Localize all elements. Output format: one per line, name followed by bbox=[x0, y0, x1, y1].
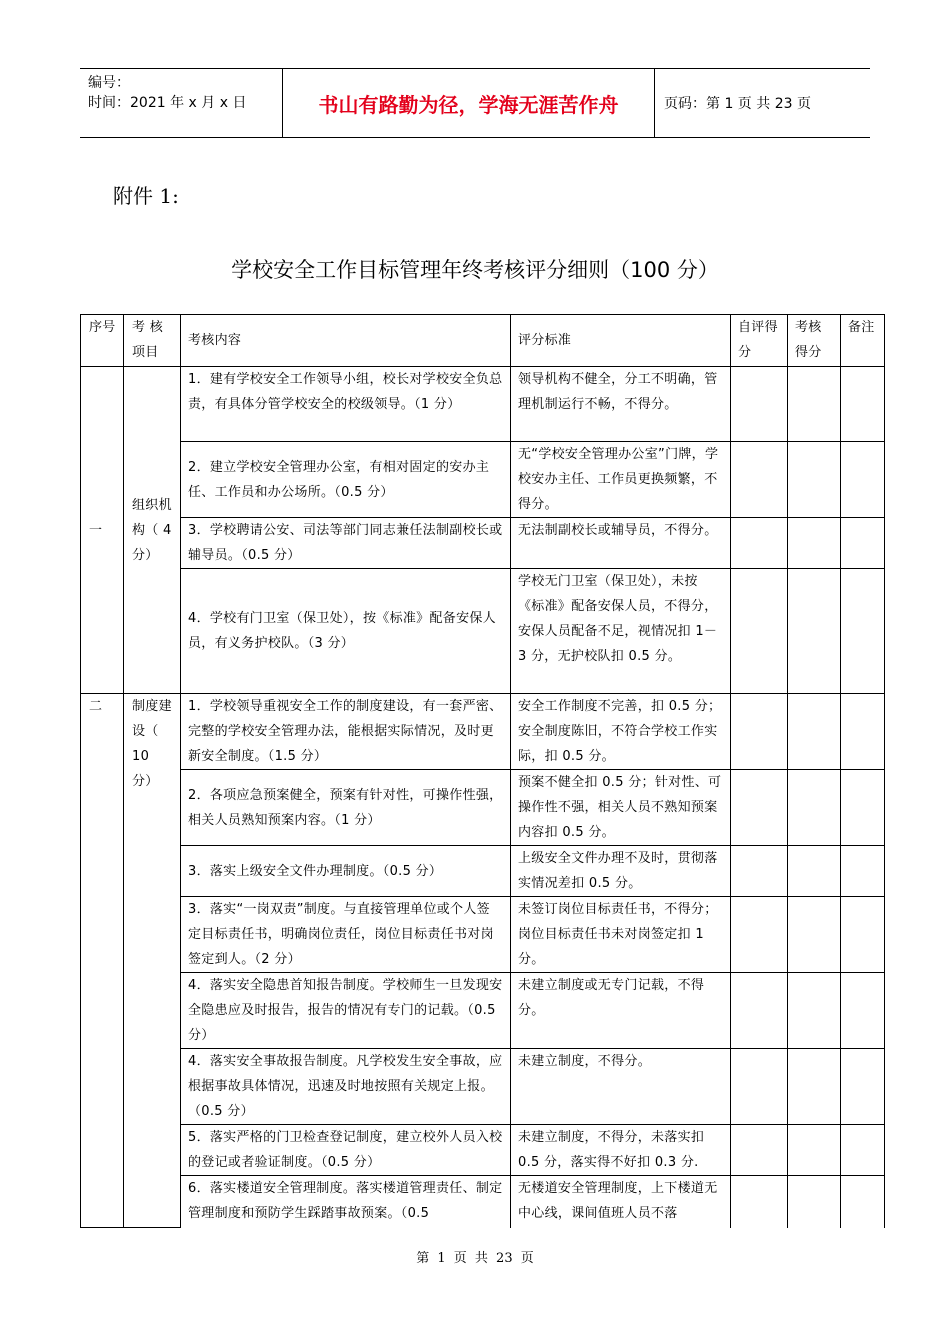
header-time-label: 时间：2021 年 x 月 x 日 bbox=[88, 95, 247, 111]
self-score-cell bbox=[731, 846, 788, 897]
self-score-cell bbox=[731, 569, 788, 694]
review-score-cell bbox=[788, 569, 841, 694]
content-cell: 5．落实严格的门卫检查登记制度，建立校外人员入校的登记或者验证制度。（0.5 分） bbox=[181, 1125, 511, 1176]
content-cell: 2．建立学校安全管理办公室，有相对固定的安办主任、工作员和办公场所。（0.5 分） bbox=[181, 442, 511, 518]
header-seq: 序号 bbox=[81, 315, 124, 367]
header-motto: 书山有路勤为径，学海无涯苦作舟 bbox=[318, 92, 619, 117]
self-score-cell bbox=[731, 1125, 788, 1176]
standard-cell: 无“学校安全管理办公室”门牌，学校安办主任、工作员更换频繁，不得分。 bbox=[511, 442, 731, 518]
table-header-row bbox=[81, 315, 885, 367]
section-seq: 二 bbox=[81, 694, 124, 1228]
header-number-label: 编号： bbox=[88, 75, 130, 91]
table-row bbox=[81, 770, 885, 846]
content-cell: 4．落实安全隐患首知报告制度。学校师生一旦发现安全隐患应及时报告，报告的情况有专门的记载。（0.5 分） bbox=[181, 973, 511, 1049]
table-row bbox=[81, 1125, 885, 1176]
review-score-cell bbox=[788, 1176, 841, 1228]
standard-cell: 未建立制度或无专门记载，不得分。 bbox=[511, 973, 731, 1049]
note-cell bbox=[841, 973, 885, 1049]
self-score-cell bbox=[731, 770, 788, 846]
note-cell bbox=[841, 1176, 885, 1228]
header-self-score: 自评得分 bbox=[731, 315, 788, 367]
scoring-table bbox=[80, 314, 885, 1228]
note-cell bbox=[841, 1125, 885, 1176]
table-row bbox=[81, 569, 885, 694]
content-cell: 4．学校有门卫室（保卫处），按《标准》配备安保人员，有义务护校队。（3 分） bbox=[181, 569, 511, 694]
table-row bbox=[81, 518, 885, 569]
page-footer: 第 1 页 共 23 页 bbox=[416, 1251, 534, 1266]
section-item: 组织机构（ 4 分） bbox=[124, 367, 181, 694]
header-item: 考 核项目 bbox=[124, 315, 181, 367]
content-cell: 1．建有学校安全工作领导小组，校长对学校安全负总责，有具体分管学校安全的校级领导。（1 分） bbox=[181, 367, 511, 442]
document-title: 学校安全工作目标管理年终考核评分细则（100 分） bbox=[231, 258, 719, 282]
section-seq: 一 bbox=[81, 367, 124, 694]
review-score-cell bbox=[788, 518, 841, 569]
table-row bbox=[81, 694, 885, 770]
self-score-cell bbox=[731, 973, 788, 1049]
section-item: 制度建设（ 10 分） bbox=[124, 694, 181, 1228]
review-score-cell bbox=[788, 1049, 841, 1125]
standard-cell: 无楼道安全管理制度，上下楼道无中心线，课间值班人员不落 bbox=[511, 1176, 731, 1228]
standard-cell: 上级安全文件办理不及时，贯彻落实情况差扣 0.5 分。 bbox=[511, 846, 731, 897]
standard-cell: 未建立制度，不得分，未落实扣 0.5 分，落实得不好扣 0.3 分. bbox=[511, 1125, 731, 1176]
standard-cell: 预案不健全扣 0.5 分；针对性、可操作性不强，相关人员不熟知预案内容扣 0.5 分。 bbox=[511, 770, 731, 846]
self-score-cell bbox=[731, 897, 788, 973]
header-content: 考核内容 bbox=[181, 315, 511, 367]
note-cell bbox=[841, 569, 885, 694]
content-cell: 1．学校领导重视安全工作的制度建设，有一套严密、完整的学校安全管理办法，能根据实际情况，及时更新安全制度。（1.5 分） bbox=[181, 694, 511, 770]
header-note: 备注 bbox=[841, 315, 885, 367]
review-score-cell bbox=[788, 1125, 841, 1176]
header-review-score: 考核得分 bbox=[788, 315, 841, 367]
table-row bbox=[81, 897, 885, 973]
self-score-cell bbox=[731, 1176, 788, 1228]
header-page-label: 页码：第 1 页 共 23 页 bbox=[664, 96, 811, 112]
content-cell: 3．落实“一岗双责”制度。与直接管理单位或个人签定目标责任书，明确岗位责任，岗位目标责任书对岗签定到人。（2 分） bbox=[181, 897, 511, 973]
header-standard: 评分标准 bbox=[511, 315, 731, 367]
note-cell bbox=[841, 367, 885, 442]
note-cell bbox=[841, 846, 885, 897]
note-cell bbox=[841, 897, 885, 973]
review-score-cell bbox=[788, 442, 841, 518]
content-cell: 3．学校聘请公安、司法等部门同志兼任法制副校长或辅导员。（0.5 分） bbox=[181, 518, 511, 569]
standard-cell: 领导机构不健全，分工不明确，管理机制运行不畅，不得分。 bbox=[511, 367, 731, 442]
self-score-cell bbox=[731, 694, 788, 770]
review-score-cell bbox=[788, 367, 841, 442]
self-score-cell bbox=[731, 442, 788, 518]
note-cell bbox=[841, 518, 885, 569]
review-score-cell bbox=[788, 846, 841, 897]
self-score-cell bbox=[731, 367, 788, 442]
review-score-cell bbox=[788, 897, 841, 973]
table-row bbox=[81, 1176, 885, 1228]
self-score-cell bbox=[731, 518, 788, 569]
content-cell: 2．各项应急预案健全，预案有针对性，可操作性强，相关人员熟知预案内容。（1 分） bbox=[181, 770, 511, 846]
standard-cell: 安全工作制度不完善，扣 0.5 分；安全制度陈旧，不符合学校工作实际，扣 0.5 分。 bbox=[511, 694, 731, 770]
review-score-cell bbox=[788, 694, 841, 770]
table-row bbox=[81, 442, 885, 518]
content-cell: 6．落实楼道安全管理制度。落实楼道管理责任、制定管理制度和预防学生踩踏事故预案。（0.5 bbox=[181, 1176, 511, 1228]
table-row bbox=[81, 367, 885, 442]
content-cell: 3．落实上级安全文件办理制度。（0.5 分） bbox=[181, 846, 511, 897]
review-score-cell bbox=[788, 973, 841, 1049]
note-cell bbox=[841, 1049, 885, 1125]
self-score-cell bbox=[731, 1049, 788, 1125]
standard-cell: 无法制副校长或辅导员，不得分。 bbox=[511, 518, 731, 569]
header-divider bbox=[654, 69, 655, 137]
review-score-cell bbox=[788, 770, 841, 846]
table-row bbox=[81, 846, 885, 897]
table-row bbox=[81, 1049, 885, 1125]
header-meta bbox=[88, 73, 283, 113]
note-cell bbox=[841, 442, 885, 518]
standard-cell: 未建立制度，不得分。 bbox=[511, 1049, 731, 1125]
note-cell bbox=[841, 694, 885, 770]
note-cell bbox=[841, 770, 885, 846]
document-header bbox=[80, 68, 870, 138]
standard-cell: 未签订岗位目标责任书，不得分；岗位目标责任书未对岗签定扣 1 分。 bbox=[511, 897, 731, 973]
attachment-label: 附件 1: bbox=[113, 184, 179, 208]
content-cell: 4．落实安全事故报告制度。凡学校发生安全事故，应根据事故具体情况，迅速及时地按照有关规定上报。（0.5 分） bbox=[181, 1049, 511, 1125]
standard-cell: 学校无门卫室（保卫处），未按《标准》配备安保人员，不得分，安保人员配备不足，视情况扣 1－3 分，无护校队扣 0.5 分。 bbox=[511, 569, 731, 694]
table-row bbox=[81, 973, 885, 1049]
